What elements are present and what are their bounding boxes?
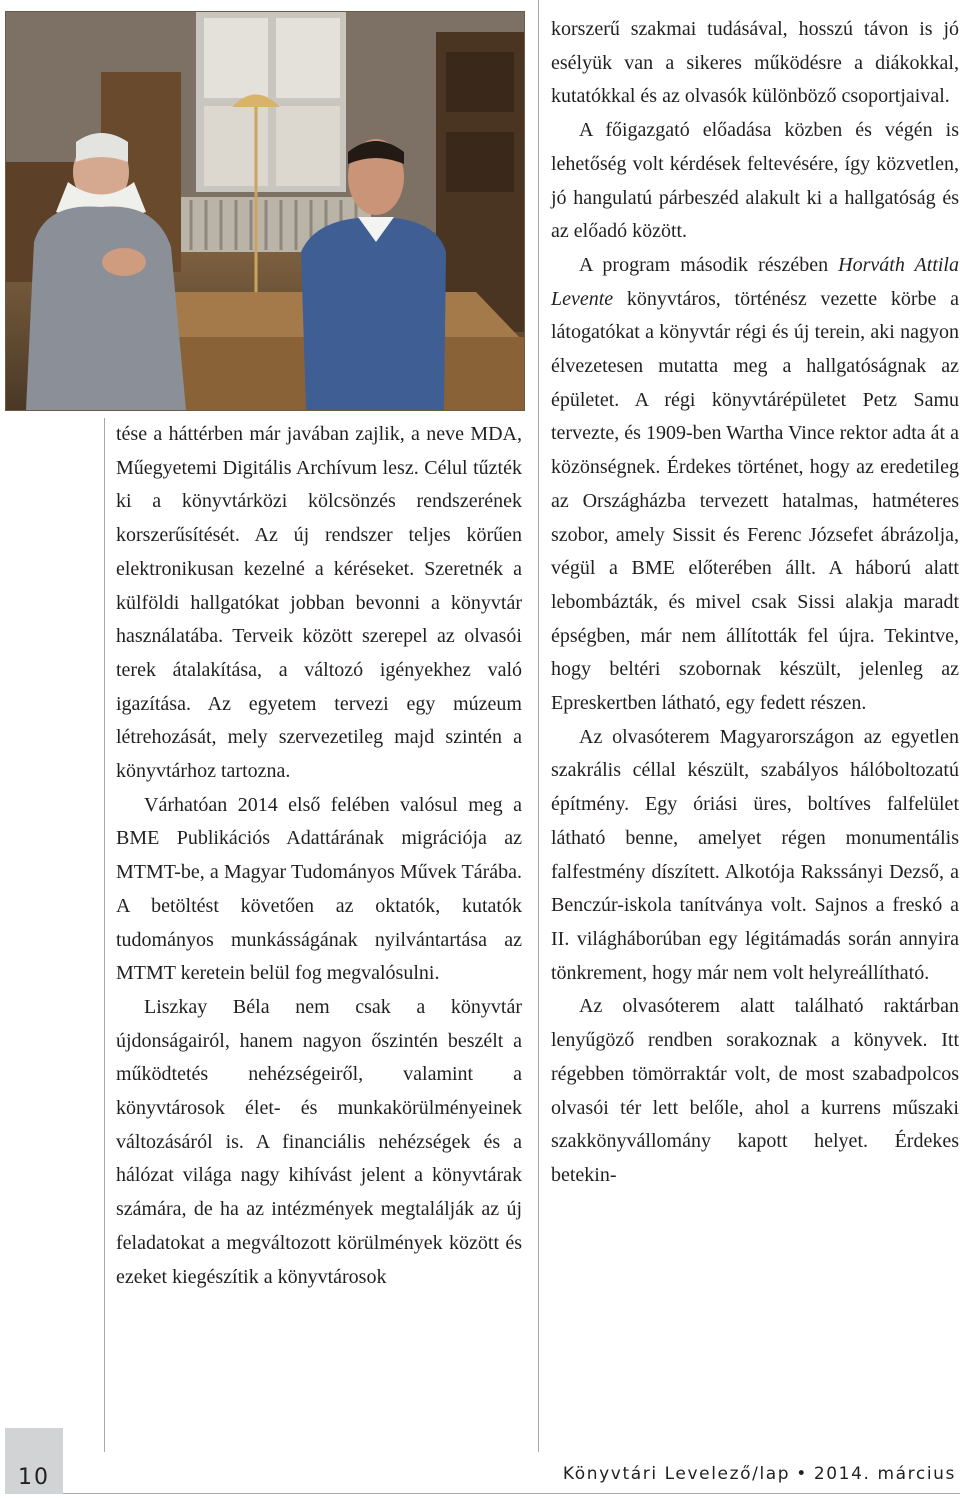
- left-paragraph-1: tése a háttérben már javában zajlik, a neve MDA, Műegyetemi Digitális Archívum lesz. Célul tűzték ki a könyvtárközi kölcsönzés rendszerének korszerűsítését. Az új rendszer teljes körűen elektronikusan kezelné a kéréseket. Szeretnék a külföldi hallgatókat jobban bevonni a könyvtár használatába. Terveik között szerepel az olvasói terek átalakítása, a változó igényekhez való igazítása. Az egyetem tervezi egy múzeum létrehozását, mely szervezetileg majd szintén a könyvtárhoz tartozna.: [116, 423, 522, 783]
- journal-title: Könyvtári Levelező/lap: [562, 1464, 791, 1484]
- photo-illustration: [6, 12, 524, 410]
- footer-separator: •: [796, 1464, 808, 1484]
- person-name: Horváth Attila Levente: [551, 253, 959, 310]
- right-paragraph-1: korszerű szakmai tudásával, hosszú távon is jó esélyük van a sikeres működésre a diákokkal, kutatókkal és az olvasók különböző csoportjaival.: [551, 18, 959, 108]
- page-number: 10: [18, 1465, 50, 1490]
- left-paragraph-2: Várhatóan 2014 első felében valósul meg a BME Publikációs Adattárának migrációja az MTMT-be, a Magyar Tudományos Művek Tárába. A betöltést követően az oktatók, kutatók tudományos munkásságának nyilvántartása az MTMT keretein belül fog megvalósulni.: [116, 793, 522, 985]
- right-paragraph-4: Az olvasóterem Magyarországon az egyetlen szakrális céllal készült, szabályos hálóboltozatú építmény. Egy óriási üres, boltíves falfelület látható benne, amelyet régen monumentális falfestmény díszített. Alkotója Rakssányi Dezső, a Benczúr-iskola tanítványa volt. Sajnos a freskó a II. világháborúban egy légitámadás során annyira tönkrement, hogy már nem volt helyreállítható.: [551, 725, 959, 984]
- right-paragraph-3-rest: könyvtáros, történész vezette körbe a látogatókat a könyvtár régi és új terein, aki nagyon élvezetesen mutatta meg a hallgatóságnak az épületet. A régi könyvtárépületet Petz Samu tervezte, és 1909-ben Wartha Vince rektor adta át a közönségnek. Érdekes történet, hogy az eredetileg az Országházba tervezett hatalmas, hatméteres szobor, amely Sissit és Ferenc Józsefet ábrázolja, végül a BME előterében állt. A háború alatt lebombázták, és mivel csak Sissi alakja maradt épségben, már nem állították fel újra. Tekintve, hogy beltéri szobornak készült, jelenleg az Epreskertben látható, egy fedett részen.: [551, 287, 959, 715]
- left-paragraph-3: Liszkay Béla nem csak a könyvtár újdonságairól, hanem nagyon őszintén beszélt a működtetés nehézségeiről, valamint a könyvtárosok élet- és munkakörülményeinek változásáról is. A financiális nehézségek és a hálózat világa nagy kihívást jelent a könyvtárak számára, de ha az intézmények megtalálják az új feladatokat a megváltozott körülmények között és ezeket kiegészítik a könyvtárosok: [116, 995, 522, 1288]
- left-column: [116, 418, 522, 1294]
- issue-date: 2014. március: [813, 1464, 956, 1484]
- footer-rule: [63, 1493, 960, 1494]
- right-paragraph-3: [551, 249, 959, 721]
- right-column: [551, 13, 959, 1193]
- right-paragraph-2: A főigazgató előadása közben és végén is lehetőség volt kérdések feltevésére, így közvetlen, jó hangulatú párbeszéd alakult ki a hallgatóság és az előadó között.: [551, 119, 959, 243]
- page-number-box: [5, 1428, 63, 1494]
- event-photo: [5, 11, 525, 411]
- right-paragraph-5: Az olvasóterem alatt található raktárban lenyűgöző rendben sorakoznak a könyvek. Itt régebben tömörraktár volt, de most szabadpolcos olvasói tér lett belőle, ahol a kurrens műszaki szakkönyvállomány kapott helyet. Érdekes betekin-: [551, 995, 959, 1186]
- running-footer: [563, 1464, 956, 1484]
- left-margin-rule: [104, 418, 105, 1452]
- right-paragraph-3-start: A program második részében: [579, 253, 839, 276]
- column-divider-rule: [538, 0, 539, 1452]
